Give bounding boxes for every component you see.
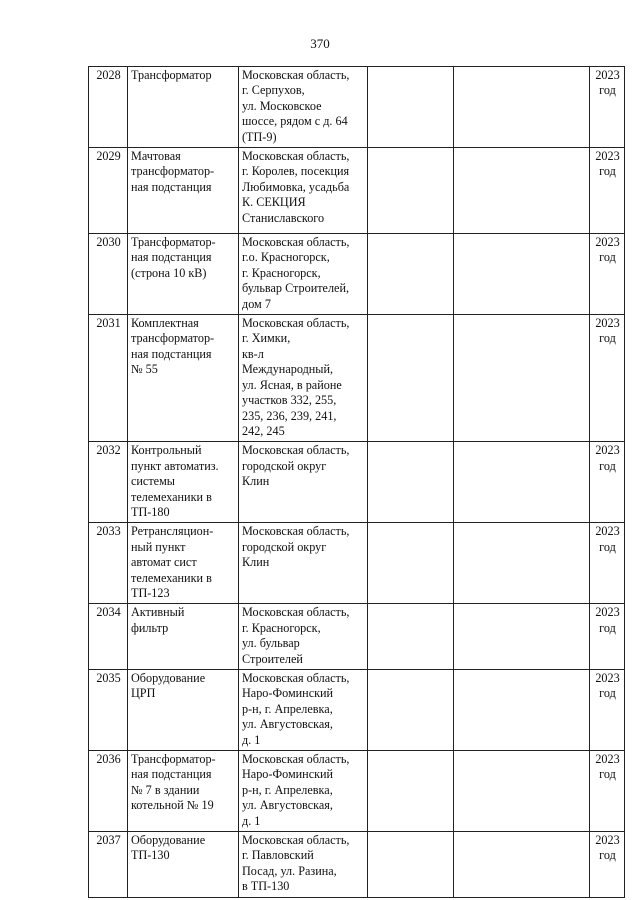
object-name: Мачтовая трансформатор- ная подстанция <box>128 148 239 234</box>
row-number: 2029 <box>89 148 128 234</box>
year-cell: 2023 год <box>590 670 625 751</box>
object-name: Ретрансляцион- ный пункт автомат сист телемеханики в ТП-123 <box>128 523 239 604</box>
row-number: 2031 <box>89 315 128 442</box>
year-cell: 2023 год <box>590 442 625 523</box>
table-row <box>89 604 625 670</box>
row-number: 2033 <box>89 523 128 604</box>
table-row <box>89 67 625 148</box>
empty-cell <box>368 523 454 604</box>
empty-cell <box>368 751 454 832</box>
empty-cell <box>368 148 454 234</box>
empty-cell <box>368 832 454 898</box>
object-address: Московская область, г. Павловский Посад, ул. Разина, в ТП-130 <box>239 832 368 898</box>
object-address: Московская область, г. Химки, кв-л Международный, ул. Ясная, в районе участков 332, 255, 235, 236, 239, 241, 242, 245 <box>239 315 368 442</box>
year-cell: 2023 год <box>590 234 625 315</box>
empty-cell <box>368 315 454 442</box>
empty-cell <box>368 234 454 315</box>
page-number: 370 <box>310 36 330 51</box>
row-number: 2036 <box>89 751 128 832</box>
year-cell: 2023 год <box>590 832 625 898</box>
object-address: Московская область, г. Королев, посекция Любимовка, усадьба К. СЕКЦИЯ Станиславского <box>239 148 368 234</box>
empty-cell <box>368 670 454 751</box>
table-row <box>89 670 625 751</box>
object-name: Оборудование ЦРП <box>128 670 239 751</box>
empty-cell <box>454 315 590 442</box>
empty-cell <box>454 604 590 670</box>
object-address: Московская область, городской округ Клин <box>239 523 368 604</box>
object-address: Московская область, г. Красногорск, ул. бульвар Строителей <box>239 604 368 670</box>
table-row <box>89 315 625 442</box>
empty-cell <box>454 67 590 148</box>
object-address: Московская область, Наро-Фоминский р-н, г. Апрелевка, ул. Августовская, д. 1 <box>239 670 368 751</box>
row-number: 2034 <box>89 604 128 670</box>
object-name: Контрольный пункт автоматиз. системы телемеханики в ТП-180 <box>128 442 239 523</box>
year-cell: 2023 год <box>590 523 625 604</box>
table-row <box>89 832 625 898</box>
object-address: Московская область, городской округ Клин <box>239 442 368 523</box>
year-cell: 2023 год <box>590 148 625 234</box>
object-name: Комплектная трансформатор- ная подстанция № 55 <box>128 315 239 442</box>
object-name: Активный фильтр <box>128 604 239 670</box>
empty-cell <box>454 523 590 604</box>
object-address: Московская область, г. Серпухов, ул. Московское шоссе, рядом с д. 64 (ТП-9) <box>239 67 368 148</box>
row-number: 2037 <box>89 832 128 898</box>
object-name: Оборудование ТП-130 <box>128 832 239 898</box>
object-address: Московская область, Наро-Фоминский р-н, г. Апрелевка, ул. Августовская, д. 1 <box>239 751 368 832</box>
year-cell: 2023 год <box>590 604 625 670</box>
row-number: 2035 <box>89 670 128 751</box>
table-row <box>89 751 625 832</box>
register-table <box>88 66 625 898</box>
empty-cell <box>454 832 590 898</box>
empty-cell <box>368 67 454 148</box>
row-number: 2030 <box>89 234 128 315</box>
empty-cell <box>454 234 590 315</box>
row-number: 2032 <box>89 442 128 523</box>
table-row <box>89 148 625 234</box>
object-name: Трансформатор <box>128 67 239 148</box>
empty-cell <box>454 442 590 523</box>
row-number: 2028 <box>89 67 128 148</box>
empty-cell <box>454 670 590 751</box>
year-cell: 2023 год <box>590 751 625 832</box>
object-address: Московская область, г.о. Красногорск, г. Красногорск, бульвар Строителей, дом 7 <box>239 234 368 315</box>
year-cell: 2023 год <box>590 315 625 442</box>
empty-cell <box>368 604 454 670</box>
year-cell: 2023 год <box>590 67 625 148</box>
object-name: Трансформатор- ная подстанция (строна 10 кВ) <box>128 234 239 315</box>
empty-cell <box>454 148 590 234</box>
object-name: Трансформатор- ная подстанция № 7 в здании котельной № 19 <box>128 751 239 832</box>
empty-cell <box>368 442 454 523</box>
table-row <box>89 442 625 523</box>
table-row <box>89 523 625 604</box>
table-row <box>89 234 625 315</box>
empty-cell <box>454 751 590 832</box>
